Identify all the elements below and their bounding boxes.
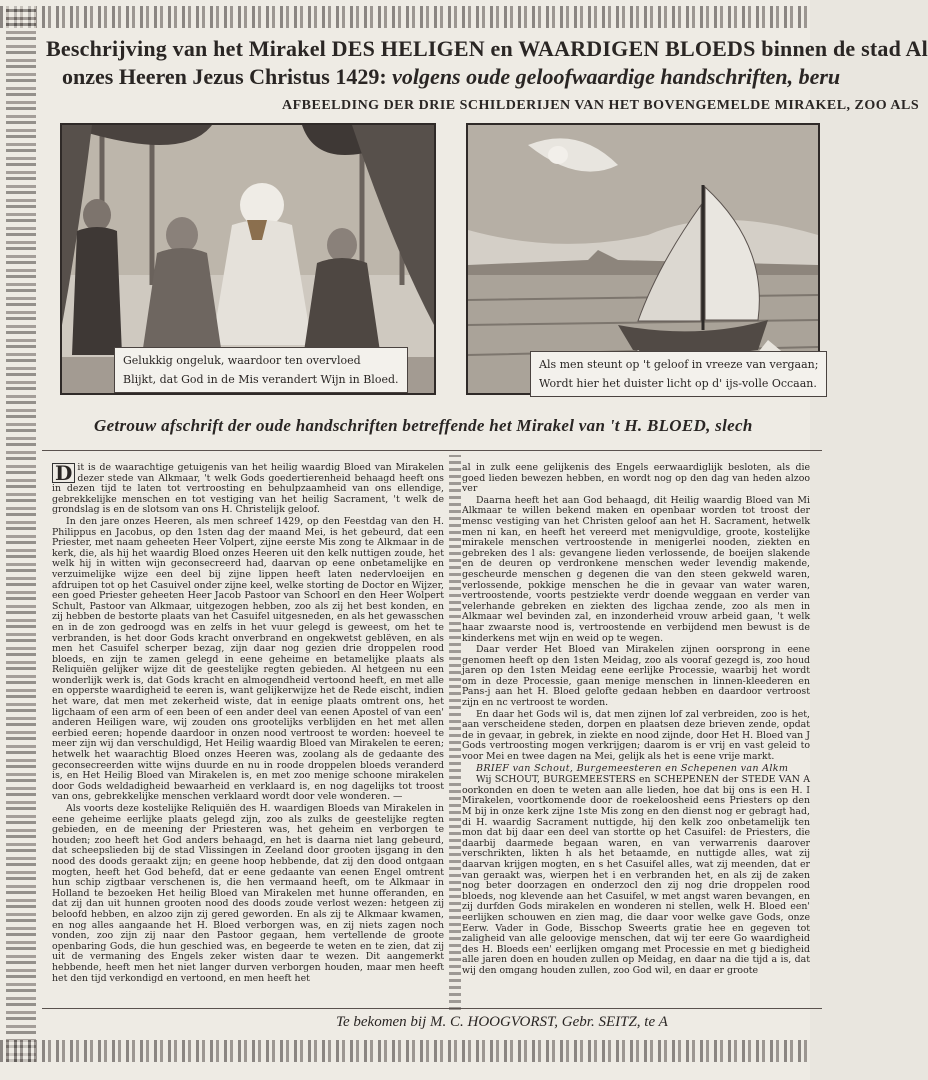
paragraph: al in zulk eene gelijkenis des Engels eerwaardiglijk besloten, als die goed lieden bewezen hebben, en wordt nog op den dag van heden alzoo ver: [462, 462, 810, 495]
caption-ship-line-2: Wordt hier het duister licht op d' ijs-volle Occaan.: [539, 377, 817, 390]
paragraph: En daar het Gods wil is, dat men zijnen lof zal verbreiden, zoo is het, aan verscheidene steden, dorpen en plaatsen deze brieven zende, opdat de in gevaar, in gebrek, in ziekte en nood zijnde, door Het H. Bloed van J Gods vertroosting mogen verkrijgen; daarom is er vrij en vast geleid to voor Mei en twee dagen na Mei, gelijk als het is eene vrije markt.: [462, 708, 810, 763]
caption-ship: [530, 351, 827, 397]
caption-mass: [114, 347, 408, 393]
caption-ship-line-1: Als men steunt op 't geloof in vreeze van vergaan;: [539, 358, 819, 371]
engraving-mass: [60, 123, 436, 395]
engraving-ship: [466, 123, 820, 395]
section-heading: Getrouw afschrift der oude handschriften betreffende het Mirakel van 't H. BLOED, slech: [94, 416, 753, 435]
paragraph: Daar verder Het Bloed van Mirakelen zijnen oorsprong in eene genomen heeft op den 1sten Meidag, zoo als vooraf gezegd is, zoo houd jaren op den 1sten Meidag eene eerlijke Processie, waarbij het wordt om in deze Processie, gaan menige menschen in linnen-kleederen en Pans-j aan het H. Bloed gelofte gedaan hebben en daardoor vertroost zijn en nc vertroost te worden.: [462, 644, 810, 709]
paragraph: Wij SCHOUT, BURGEMEESTERS en SCHEPENEN der STEDE VAN A oorkonden en doen te weten aan alle lieden, hoe dat bij ons is een H. I Mirakelen, voortkomende door de roekeloosheid eens Priesters op den M bij in onze kerk zijne 1ste Mis zong en den dienst nog er gebragt had, di H. waardig Sacrament nuttigde, hij den kelk zoo onbetamelijk ten mon dat bij daar een deel van stortte op het Casuifel: de Priesters, die daarbij daarmede begaan waren, en van verwarrenis daarover verschrikten, likten h als het betaamde, en nuttigde alles, wat zij daarvan krijgen mogten, en s het Casuifel alles, wat zij meenden, dat er van geraakt was, wierpen het i en verbranden het, en als zij de zaken nog beter doorzagen en onderzocl den zij nog drie droppelen rood bloeds, nog klevende aan het Casuifel, w met angst waren bevangen, en zij durfden Gods mirakelen en wonderen ni stellen, welk H. Bloed een' eerlijken schouwen en zien mag, die daar voor welke gave Gods, onze Eerw. Vader in Gode, Bisschop Sweerts gratie hee en gegeven tot zaligheid van alle geloovige menschen, dat wij ter eere Go waardigheid des H. Bloeds een' eerlijken omgang met Processie en met g biedigheid alle jaren doen en houden zullen op Meidag, en daar na die tijd a is, dat wij den omgang houden zullen, zoo God wil, en daar er groote: [462, 774, 810, 976]
divider-bottom: [42, 1008, 822, 1009]
caption-mass-line-1: Gelukkig ongeluk, waardoor ten overvloed: [123, 354, 361, 367]
title-line-2-date: onzes Heeren Jezus Christus 1429:: [62, 64, 387, 89]
publisher-footer: Te bekomen bij M. C. HOOGVORST, Gebr. SEITZ, te A: [336, 1014, 668, 1030]
brief-heading: BRIEF van Schout, Burgemeesteren en Schepenen van Alkm: [476, 762, 789, 774]
title-line-2-source: volgens oude geloofwaardige handschriften, beru: [392, 64, 841, 89]
left-column: [52, 463, 444, 1013]
right-column: [462, 463, 810, 1013]
decorative-border-bottom: [0, 1040, 810, 1062]
decorative-border-left: [6, 6, 36, 1062]
drop-capital: D: [52, 463, 75, 483]
paragraph: Daarna heeft het aan God behaagd, dit Heilig waardig Bloed van Mi Alkmaar te willen bekend maken en openbaar worden tot troost der mensc vestiging van het Christen geloof aan het H. Sacrament, hetwelk men ni kan, en heeft het vereerd met menigvuldige, groote, kostelijke mirakele menschen vertroostende in menigerlei nooden, ziekten en gebreken des l als: gevangene lieden verlossende, de boeijen slakende en de deuren op verdronkene menschen weder levendig makende, gescheurde menschen g degenen die van den steen gekweld waren, verlossende, pokkige menschen he die in gevaar van water waren, vertroostende, voorts pestziekte verdr doende weggaan en verder van velerhande gebreken en ziekten des ligchaa zende, zoo als men in Alkmaar wel bevinden zal, en inzonderheid vrouw arbeid gaan, 't welk haar zwaarste nood is, vertroostende en verbijdend men bewust is de kinderkens met wijn en weid op te wegen.: [462, 494, 810, 644]
title-line-1: Beschrijving van het Mirakel DES HELIGEN en WAARDIGEN BLOEDS binnen de stad Al: [46, 36, 928, 61]
decorative-border-top: [0, 6, 810, 28]
column-divider-ornament: [449, 455, 461, 1010]
subtitle: AFBEELDING DER DRIE SCHILDERIJEN VAN HET BOVENGEMELDE MIRAKEL, ZOO ALS: [282, 98, 920, 113]
paragraph: [52, 463, 444, 516]
divider-top: [42, 450, 822, 451]
caption-mass-line-2: Blijkt, dat God in de Mis verandert Wijn in Bloed.: [123, 373, 399, 386]
paragraph: In den jare onzes Heeren, als men schreef 1429, op den Feestdag van den H. Philippus en Jacobus, op den 1sten dag der maand Mei, is het gebeurd, dat een Priester, met naam geheeten Heer Volpert, zijne eerste Mis zong te Alkmaar in de kerk, die, als hij het waardig Bloed onzes Heeren uit den kelk nuttigen zoude, het welk hij in witten wijn geconsecreerd had, daarvan op eene onbetamelijke en verzuimelijke wijze een deel bij zijne lippen heeft laten nedervloeijen en afdruipen tot op het Casuivel onder zijne keel, welke storting de Doctor en Wijzer, een goed Priester geheeten Heer Jacob Pastoor van Schoorl en den Heer Wolpert Schult, Pastoor van Alkmaar, uitgezogen hebben, zoo als zij het best konden, en zij hebben de bestorte plaats van het Casuifel uitgesneden, en als het gewasschen en in de zon gedroogd was en zelfs in het vuur gelegd is geweest, om het te verbranden, is het door Gods kracht onverbrand en ongekwetst geblëven, en als men het Casuifel scherper bezag, zijn daar nog gezien drie droppelen rood bloeds, en zijn te zamen gelegd in eene geheime en betamelijke plaats als Reliquiën gelijker wijze dit de geestelijke regten gebieden. Al hetgeen nu een wonderlijk werk is, dat Gods kracht en almogendheid vertoond heeft, en met alle en opperste waardigheid te eeren is, want gelijkerwijze het de Rede eischt, indien het ware, dat men met zekerheid wiste, dat in eenige plaats omtrent ons, het ligchaam of een arm of een been of een ander deel van eenen Apostel of van een' anderen Heiligen ware, wij zouden ons grootelijks verblijden en het met allen eerbied eeren; hopende daardoor in onzen nood vertroost te worden: hoeveel te meer zijn wij dan verschuldigd, Het Heilig waardig Bloed van Mirakelen te eeren; hetwelk het waarachtig Bloed onzes Heeren was, zoolang als de gedaante des geconsecreerden witte wijns duurde en nu in roode droppelen bloeds veranderd is, en Het Heilig Bloed van Mirakelen is, en met zoo menige schoone mirakelen door Gods weldadigheid bewaarheid en verklaard is, en nog dagelijks tot troost van ons, gebrekkelijke menschen verklaard wordt door vele wonderen. —: [52, 515, 444, 803]
paragraph-text: it is de waarachtige getuigenis van het heilig waardig Bloed van Mirakelen dezer stede van Alkmaar, 't welk Gods goedertierenheid behaagd heeft ons in dezen tijd te laten tot vertroosting en behulpzaamheid van ons ellendige, gebrekkelijke menschen en tot vestiging van het heilig Sacrament, 't welk de grondslag is en de slotsom van ons H. Christelijk geloof.: [52, 462, 444, 516]
paragraph: Als voorts deze kostelijke Reliquiën des H. waardigen Bloeds van Mirakelen in eene geheime eerlijke plaats gelegd zijn, zoo als zulks de geestelijke regten gebieden, en de meening der Priesteren was, het geheim en verborgen te houden; zoo heeft het God anders behaagd, en het is daarna niet lang gebeurd, dat scheepslieden bij de stad Vlissingen in Zeeland door grooten ijsgang in den nood des doods geraakt zijn; en geene hoop hebbende, dat zij den dood ontgaan mogten, heeft het God behefd, dat er eene gedaante van eenen Engel omtrent hun schip zigtbaar verschenen is, die hen vermaand heeft, om te Alkmaar in Holland te bezoeken Het heilig Bloed van Mirakelen met hunne offeranden, en dat zij dan uit hunnen grooten nood des doods zoude verlost wezen: hetgeen zij beloofd hebben, en alzoo zijn zij gered geworden. En als zij te Alkmaar kwamen, en nog alles aangaande het H. Bloed verborgen was, en zij niets zagen noch vonden, zoo zijn zij naar den Pastoor gegaan, hem vertellende de groote openbaring Gods, die hun geschied was, en begeerde te weten en te zien, dat zij uit de vermaning des Engels zeker wisten daar te wezen. Dit aangemerkt hebbende, heeft men het niet langer durven verborgen houden, maar men heeft het den tijd verkondigd en vertoond, en men heeft het: [52, 803, 444, 984]
title-line-2: [62, 64, 842, 90]
